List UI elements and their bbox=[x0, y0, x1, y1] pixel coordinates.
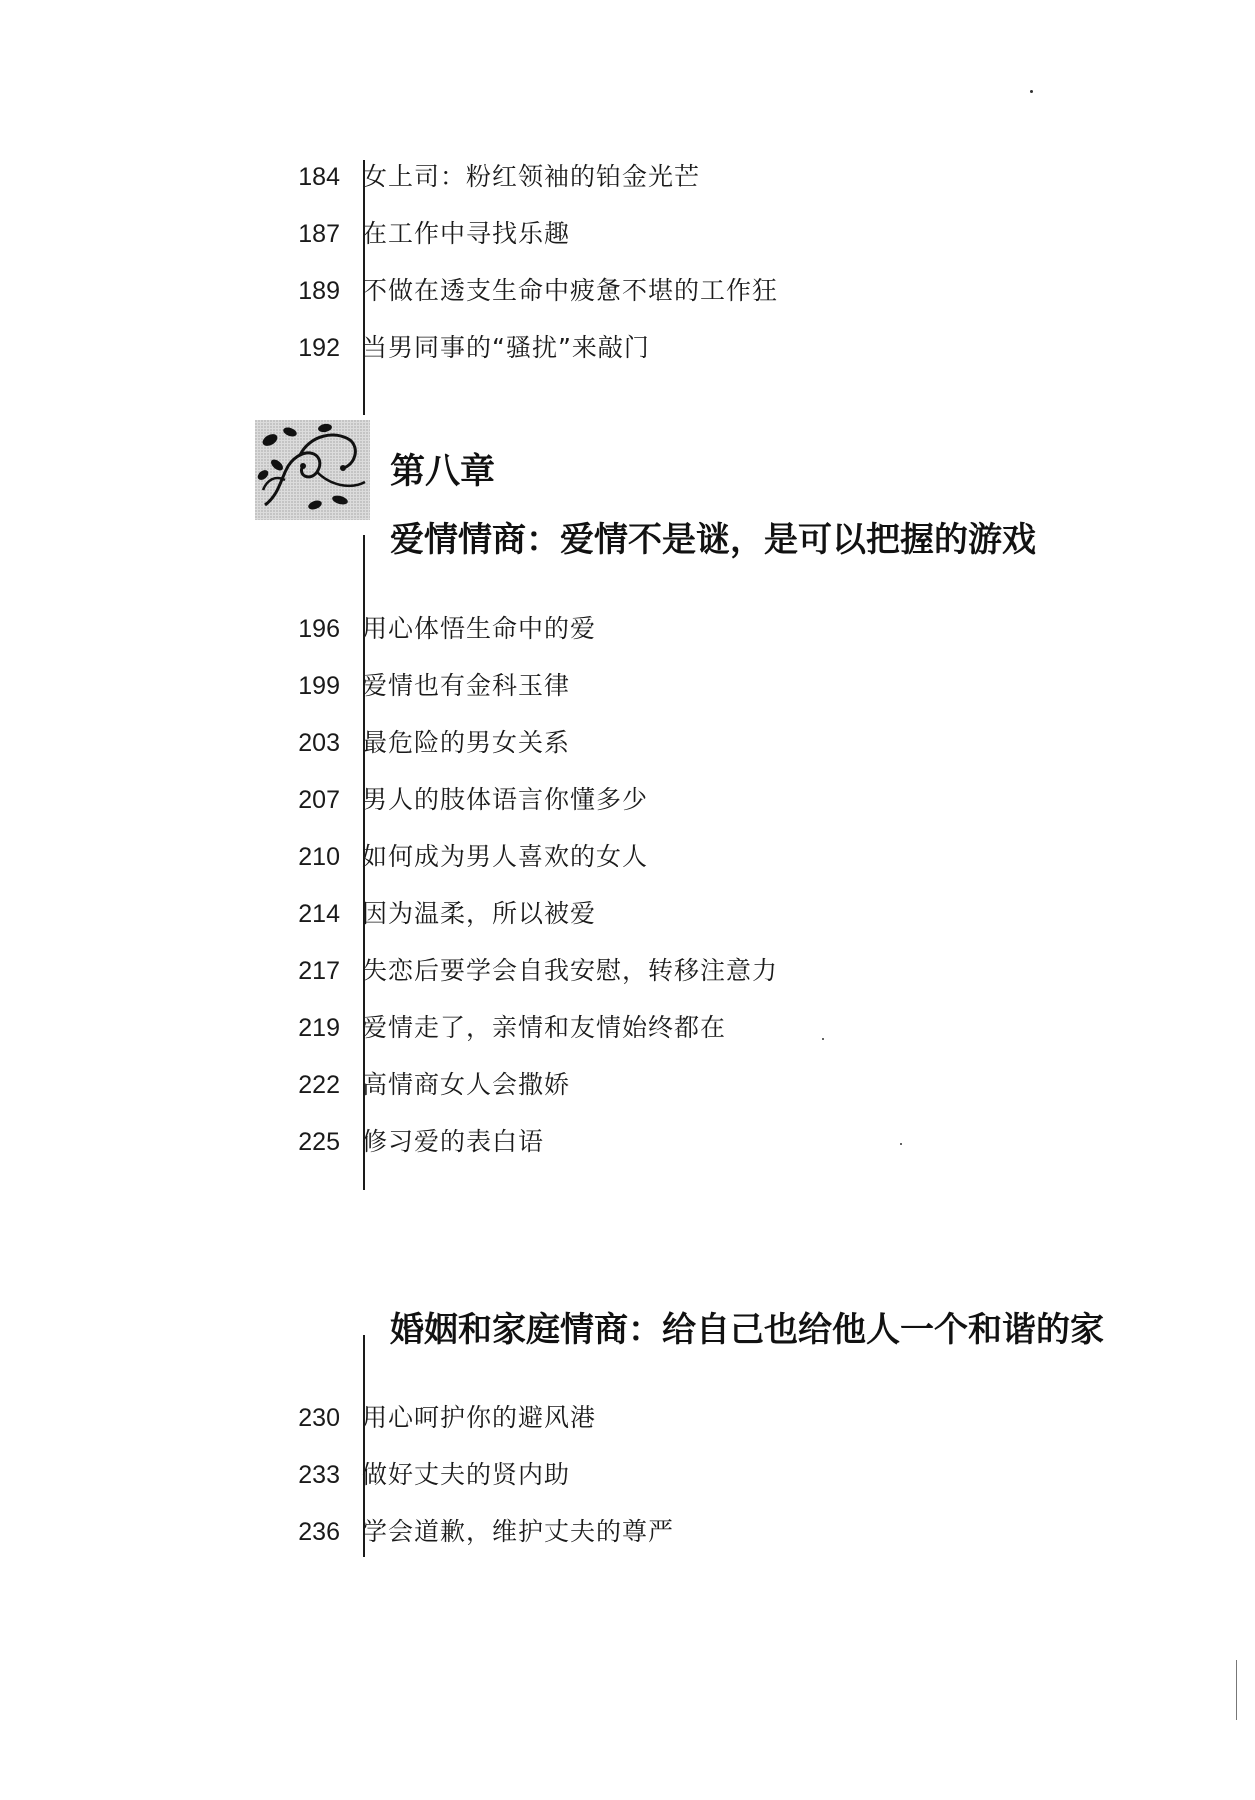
chapter-title: 婚姻和家庭情商：给自己也给他人一个和谐的家 bbox=[390, 1310, 1104, 1350]
toc-page-number: 203 bbox=[298, 729, 340, 757]
toc-entry[interactable] bbox=[250, 1065, 1150, 1105]
toc-entry[interactable] bbox=[250, 951, 1150, 991]
toc-entry[interactable] bbox=[250, 1398, 1150, 1438]
toc-entry-title: 做好丈夫的贤内助 bbox=[362, 1460, 571, 1489]
toc-page-number: 230 bbox=[298, 1404, 340, 1432]
toc-page-number: 189 bbox=[298, 277, 340, 305]
toc-entry-title: 爱情走了，亲情和友情始终都在 bbox=[362, 1013, 727, 1042]
toc-page-number: 214 bbox=[298, 900, 340, 928]
toc-page-number: 187 bbox=[298, 220, 340, 248]
toc-entry-title: 高情商女人会撒娇 bbox=[362, 1070, 571, 1099]
toc-page-number: 225 bbox=[298, 1128, 340, 1156]
toc-entry[interactable] bbox=[250, 894, 1150, 934]
toc-page-number: 222 bbox=[298, 1071, 340, 1099]
toc-entry[interactable] bbox=[250, 271, 1150, 311]
scan-speck bbox=[822, 1038, 824, 1040]
toc-entry-title: 女上司：粉红领袖的铂金光芒 bbox=[362, 162, 701, 191]
toc-entry[interactable] bbox=[250, 666, 1150, 706]
toc-entry-title: 失恋后要学会自我安慰，转移注意力 bbox=[362, 956, 779, 985]
toc-entry-title: 用心体悟生命中的爱 bbox=[362, 614, 597, 643]
toc-entry-title: 学会道歉，维护丈夫的尊严 bbox=[362, 1517, 675, 1546]
scan-speck bbox=[900, 1143, 902, 1145]
toc-page-number: 196 bbox=[298, 615, 340, 643]
toc-page-number: 236 bbox=[298, 1518, 340, 1546]
toc-entry[interactable] bbox=[250, 609, 1150, 649]
floral-vine-icon bbox=[255, 420, 370, 520]
toc-page-number: 217 bbox=[298, 957, 340, 985]
toc-entry[interactable] bbox=[250, 1512, 1150, 1552]
toc-entry-title: 用心呵护你的避风港 bbox=[362, 1403, 597, 1432]
toc-page-number: 192 bbox=[298, 334, 340, 362]
toc-entry-title: 如何成为男人喜欢的女人 bbox=[362, 842, 649, 871]
toc-entry-title: 在工作中寻找乐趣 bbox=[362, 219, 571, 248]
toc-page-number: 184 bbox=[298, 163, 340, 191]
toc-page-number: 210 bbox=[298, 843, 340, 871]
toc-entry-title: 因为温柔，所以被爱 bbox=[362, 899, 597, 928]
toc-entry[interactable] bbox=[250, 780, 1150, 820]
toc-entry-title: 当男同事的“骚扰”来敲门 bbox=[362, 333, 650, 362]
toc-entry[interactable] bbox=[250, 837, 1150, 877]
scan-edge-mark bbox=[1236, 1660, 1237, 1720]
toc-entry[interactable] bbox=[250, 1122, 1150, 1162]
chapter-title: 爱情情商：爱情不是谜，是可以把握的游戏 bbox=[390, 520, 1036, 560]
toc-page-number: 233 bbox=[298, 1461, 340, 1489]
toc-entry-title: 男人的肢体语言你懂多少 bbox=[362, 785, 649, 814]
toc-entry[interactable] bbox=[250, 1008, 1150, 1048]
toc-entry[interactable] bbox=[250, 328, 1150, 368]
toc-entry[interactable] bbox=[250, 214, 1150, 254]
toc-entry[interactable] bbox=[250, 1455, 1150, 1495]
toc-entry-title: 修习爱的表白语 bbox=[362, 1127, 545, 1156]
chapter-label: 第八章 bbox=[390, 451, 496, 492]
toc-entry[interactable] bbox=[250, 723, 1150, 763]
toc-page-number: 207 bbox=[298, 786, 340, 814]
toc-entry-title: 爱情也有金科玉律 bbox=[362, 671, 571, 700]
toc-page-number: 199 bbox=[298, 672, 340, 700]
toc-page-number: 219 bbox=[298, 1014, 340, 1042]
toc-entry-title: 最危险的男女关系 bbox=[362, 728, 571, 757]
toc-entry[interactable] bbox=[250, 157, 1150, 197]
toc-entry-title: 不做在透支生命中疲惫不堪的工作狂 bbox=[362, 276, 779, 305]
scan-speck bbox=[1030, 90, 1033, 93]
